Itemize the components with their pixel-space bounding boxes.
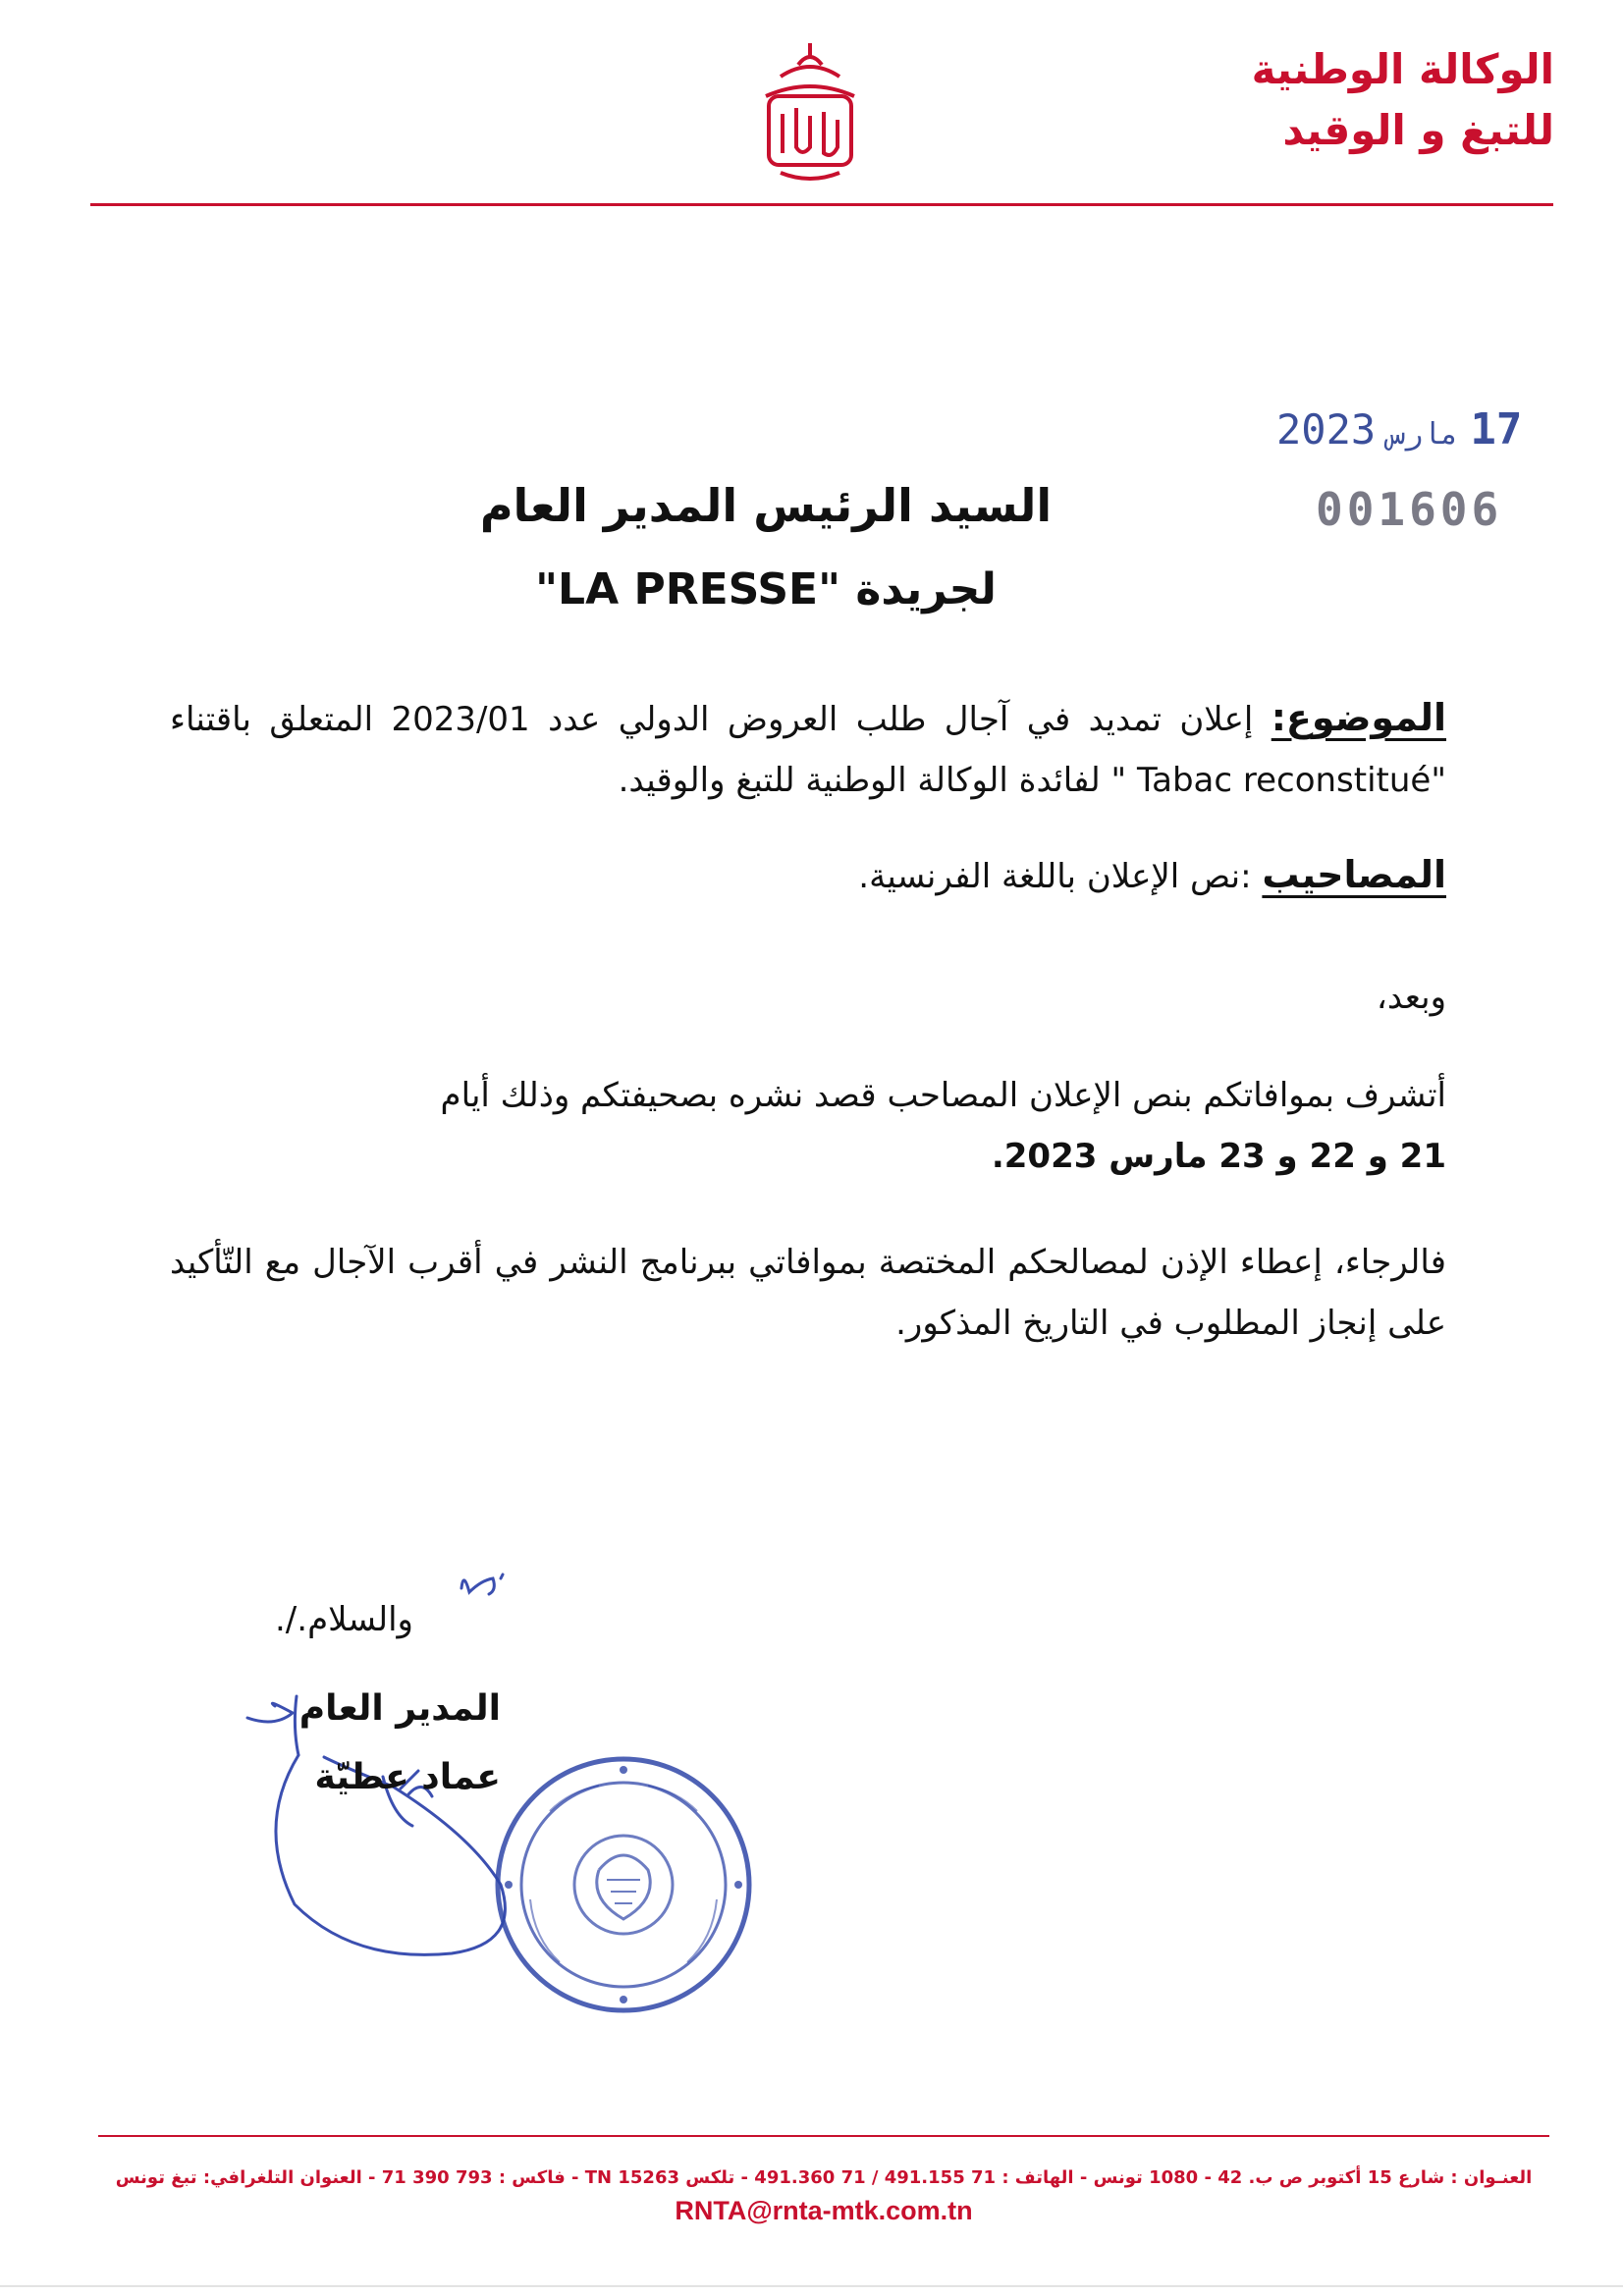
- signatory-title: المدير العام: [298, 1688, 501, 1729]
- agency-logo: [741, 37, 879, 185]
- attachment-text: :نص الإعلان باللغة الفرنسية.: [858, 857, 1263, 896]
- page-bottom-edge: [0, 2285, 1623, 2287]
- subject-label: الموضوع:: [1271, 696, 1447, 739]
- subject-text: إعلان تمديد في آجال طلب العروض الدولي عدد 2023/01 المتعلق باقتناء "Tabac reconstitué " لفائدة الوكالة الوطنية للتبغ والوقيد.: [170, 700, 1446, 800]
- signatory-name: عماد عطيّة: [314, 1757, 501, 1797]
- stamp-year: 2023: [1276, 405, 1377, 454]
- reference-number: 001606: [1316, 483, 1503, 536]
- date-stamp: [1276, 404, 1532, 454]
- footer-email[interactable]: RNTA@rnta-mtk.com.tn: [675, 2196, 973, 2225]
- paragraph1-text: أتشرف بموافاتكم بنص الإعلان المصاحب قصد نشره بصحيفتكم وذلك أيام: [440, 1076, 1446, 1115]
- attachment-label: المصاحيب: [1262, 853, 1446, 896]
- org-name-line1: الوكالة الوطنية: [1251, 45, 1554, 93]
- attachment-line: [170, 844, 1446, 907]
- footer-address: العنـوان : شارع 15 أكتوبر ص ب. 42 - 1080 تونس - الهاتف : 71 491.155 / 71 491.360 - تلكس 15263 TN - فاكس : 793 390 71 - العنوان التلغرافي: تبغ تونس: [115, 2167, 1533, 2188]
- body-paragraph-1: [170, 1065, 1446, 1187]
- stamp-month: مارس: [1387, 417, 1459, 452]
- body-paragraph-2: فالرجاء، إعطاء الإذن لمصالحكم المختصة بموافاتي ببرنامج النشر في أقرب الآجال مع التّأكيد على إنجاز المطلوب في التاريخ المذكور.: [170, 1243, 1446, 1343]
- org-name-line2: للتبغ و الوقيد: [1282, 106, 1554, 154]
- footer-divider: [98, 2135, 1549, 2137]
- organization-name: [1181, 39, 1554, 161]
- greeting: وبعد،: [1376, 978, 1446, 1017]
- addressee-newspaper: لجريدة "LA PRESSE": [535, 564, 997, 614]
- addressee-title: السيد الرئيس المدير العام: [479, 479, 1053, 532]
- official-seal: [491, 1752, 756, 2017]
- stamp-day: 17: [1470, 404, 1523, 454]
- subject-line: [170, 687, 1446, 811]
- header-divider: [90, 203, 1553, 206]
- closing-salutation: والسلام./.: [275, 1600, 413, 1639]
- publication-dates: 21 و 22 و 23 مارس 2023.: [991, 1137, 1446, 1176]
